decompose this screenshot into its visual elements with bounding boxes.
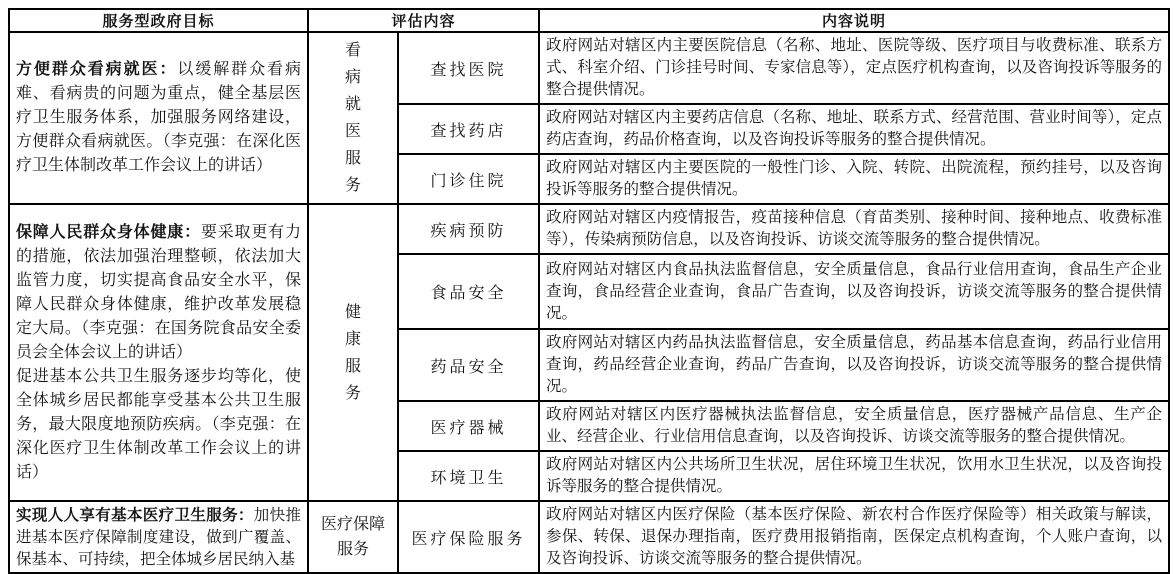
header-service-goal: 服务型政府目标 [9, 9, 308, 32]
table-row [9, 501, 1169, 573]
item-outpatient-inpatient: 门诊住院 [398, 154, 539, 204]
item-find-pharmacy: 查找药店 [398, 104, 539, 154]
goal-cell-medical-insurance [9, 501, 308, 573]
desc-food-safety: 政府网站对辖区内食品执法监督信息，安全质量信息，食品行业信用查询，食品生产企业查询，食品经营企业查询，食品广告查询，以及咨询投诉，访谈交流等服务的整合提供情况。 [539, 254, 1169, 329]
item-medical-insurance-service: 医疗保险服务 [398, 501, 539, 573]
category-label: 看病就医服务 [344, 42, 361, 194]
category-cell-medical-insurance [308, 501, 398, 573]
item-drug-safety: 药品安全 [398, 329, 539, 401]
desc-find-hospital: 政府网站对辖区内主要医院信息（名称、地址、医院等级、医疗项目与收费标准、联系方式、科室介绍、门诊挂号时间、专家信息等），定点医疗机构查询，以及咨询投诉等服务的整合提供情况。 [539, 32, 1169, 104]
desc-drug-safety: 政府网站对辖区内药品执法监督信息，安全质量信息，药品基本信息查询，药品行业信用查询，药品经营企业查询，药品广告查询，以及咨询投诉，访谈交流等服务的整合提供情况。 [539, 329, 1169, 401]
desc-medical-devices: 政府网站对辖区内医疗器械执法监督信息，安全质量信息，医疗器械产品信息、生产企业、经营企业、行业信用信息查询，以及咨询投诉、访谈交流等服务的整合提供情况。 [539, 401, 1169, 451]
goal-cell-public-health [9, 204, 308, 501]
goal-lead: 方便群众看病就医： [16, 61, 178, 78]
desc-medical-insurance-service: 政府网站对辖区内医疗保险（基本医疗保险、新农村合作医疗保险等）相关政策与解读，参保、转保、退保办理指南，医疗费用报销指南，医保定点机构查询，个人账户查询，以及咨询投诉、访谈交流等服务的整合提供情况。 [539, 501, 1169, 573]
desc-environmental-hygiene: 政府网站对辖区内公共场所卫生状况，居住环境卫生状况，饮用水卫生状况，以及咨询投诉等服务的整合提供情况。 [539, 451, 1169, 501]
header-row [9, 9, 1169, 32]
desc-disease-prevention: 政府网站对辖区内疫情报告，疫苗接种信息（育苗类别、接种时间、接种地点、收费标准等），传染病预防信息，以及咨询投诉、访谈交流等服务的整合提供情况。 [539, 204, 1169, 254]
category-label: 健康服务 [344, 303, 361, 402]
item-find-hospital: 查找医院 [398, 32, 539, 104]
item-disease-prevention: 疾病预防 [398, 204, 539, 254]
goal-lead: 实现人人享有基本医疗卫生服务： [16, 507, 254, 524]
category-cell-medical-visit [308, 32, 398, 204]
service-goals-table [8, 8, 1170, 574]
goal-body2: 促进基本公共卫生服务逐步均等化，使全体城乡居民都能享受基本公共卫生服务，最大限度地预防疾病。（李克强：在深化医疗卫生体制改革工作会议上的讲话） [16, 367, 301, 481]
desc-find-pharmacy: 政府网站对辖区内主要药店信息（名称、地址、联系方式、经营范围、营业时间等），定点药店查询，药品价格查询，以及咨询投诉等服务的整合提供情况。 [539, 104, 1169, 154]
goal-clipbox [16, 505, 301, 569]
goal-body: 以缓解群众看病难、看病贵的问题为重点，健全基层医疗卫生服务体系，加强服务网络建设，方便群众看病就医。（李克强：在深化医疗卫生体制改革工作会议上的讲话） [16, 61, 301, 174]
category-label: 医疗保障服务 [320, 516, 385, 558]
item-food-safety: 食品安全 [398, 254, 539, 329]
header-eval-content: 评估内容 [308, 9, 539, 32]
category-cell-health-service [308, 204, 398, 501]
header-content-desc: 内容说明 [539, 9, 1169, 32]
goal-body: 加快推进基本医疗保障制度建设，做到广覆盖、保基本、可持续，把全体城乡居民纳入基 [16, 507, 301, 568]
desc-outpatient-inpatient: 政府网站对辖区内主要医院的一般性门诊、入院、转院、出院流程，预约挂号，以及咨询投诉等服务的整合提供情况。 [539, 154, 1169, 204]
table-row [9, 32, 1169, 104]
goal-lead: 保障人民群众身体健康： [16, 223, 201, 241]
item-environmental-hygiene: 环境卫生 [398, 451, 539, 501]
goal-cell-medical-visit [9, 32, 308, 204]
item-medical-devices: 医疗器械 [398, 401, 539, 451]
table-row [9, 204, 1169, 254]
goal-body: 要采取更有力的措施，依法加强治理整顿，依法加大监管力度，切实提高食品安全水平，保障人民群众身体健康，维护改革发展稳定大局。（李克强：在国务院食品安全委员会全体会议上的讲话） [16, 223, 301, 361]
